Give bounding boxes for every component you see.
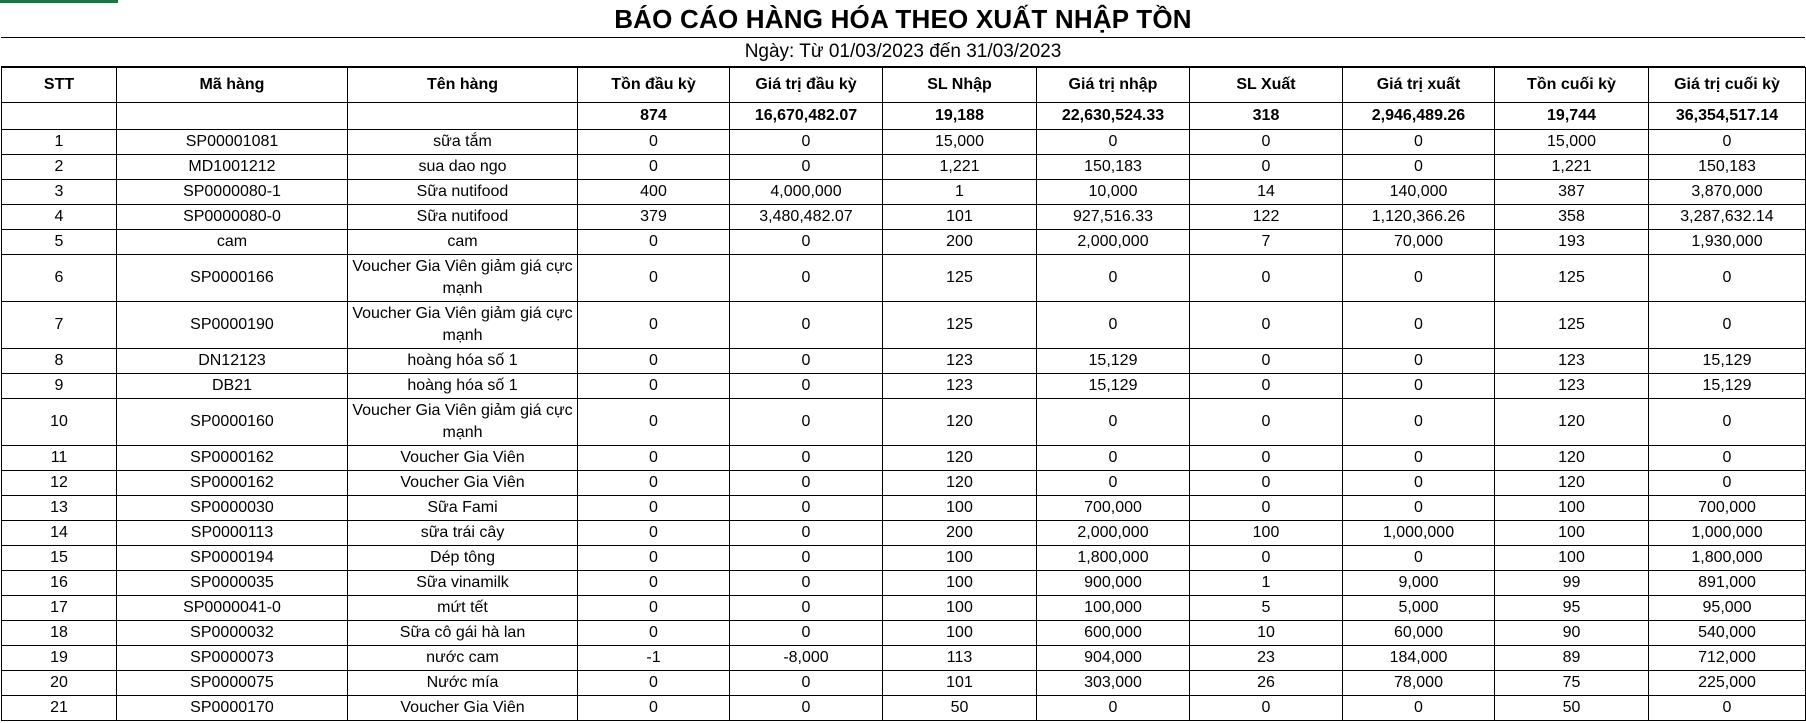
table-cell[interactable]: 1,000,000 [1649,521,1806,546]
table-cell[interactable]: 122 [1190,205,1343,230]
table-cell[interactable]: 123 [1495,349,1649,374]
table-cell[interactable]: 700,000 [1649,496,1806,521]
table-cell[interactable]: 0 [578,571,730,596]
table-cell[interactable]: 0 [730,471,883,496]
table-cell[interactable]: 379 [578,205,730,230]
table-cell[interactable]: 0 [1343,374,1495,399]
table-cell[interactable]: 78,000 [1343,671,1495,696]
table-cell[interactable]: 900,000 [1037,571,1190,596]
table-cell[interactable]: 15,000 [1495,130,1649,155]
table-cell[interactable]: 0 [578,399,730,446]
header-cell-ma-hang[interactable]: Mã hàng [117,68,348,103]
table-cell[interactable]: SP0000160 [117,399,348,446]
table-cell[interactable]: 123 [883,349,1037,374]
totals-cell[interactable]: 874 [578,103,730,130]
table-cell[interactable]: 0 [1190,399,1343,446]
table-cell[interactable]: SP0000190 [117,302,348,349]
table-cell[interactable]: 927,516.33 [1037,205,1190,230]
table-cell[interactable]: 0 [578,230,730,255]
table-cell[interactable]: 120 [1495,471,1649,496]
table-cell[interactable]: -8,000 [730,646,883,671]
table-cell[interactable]: Sữa Fami [348,496,578,521]
table-cell[interactable]: 0 [1037,446,1190,471]
totals-cell[interactable]: 19,744 [1495,103,1649,130]
table-cell[interactable]: 0 [1190,374,1343,399]
table-cell[interactable]: 0 [1649,130,1806,155]
table-cell[interactable]: 3 [2,180,117,205]
table-cell[interactable]: 95,000 [1649,596,1806,621]
table-cell[interactable]: 1,221 [1495,155,1649,180]
table-cell[interactable]: 120 [883,471,1037,496]
table-cell[interactable]: 0 [578,696,730,721]
table-cell[interactable]: 7 [1190,230,1343,255]
table-row [2,471,1806,496]
table-cell[interactable]: 0 [1343,471,1495,496]
header-cell-gia-tri-cuoi-ky[interactable]: Giá trị cuối kỳ [1649,68,1806,103]
table-row [2,130,1806,155]
table-cell[interactable]: SP0000041-0 [117,596,348,621]
table-cell[interactable]: 123 [883,374,1037,399]
table-cell[interactable]: 13 [2,496,117,521]
table-cell[interactable]: mứt tết [348,596,578,621]
table-cell[interactable]: Voucher Gia Viên [348,446,578,471]
table-cell[interactable]: 20 [2,671,117,696]
table-cell[interactable]: 1,800,000 [1037,546,1190,571]
table-cell[interactable]: Nước mía [348,671,578,696]
table-cell[interactable]: nước cam [348,646,578,671]
table-cell[interactable]: 0 [578,255,730,302]
table-cell[interactable]: Sữa nutifood [348,180,578,205]
table-cell[interactable]: 11 [2,446,117,471]
table-cell[interactable]: Sữa cô gái hà lan [348,621,578,646]
table-cell[interactable]: 0 [1343,546,1495,571]
totals-row [2,103,1806,130]
table-cell[interactable]: 15,129 [1649,374,1806,399]
table-cell[interactable]: 75 [1495,671,1649,696]
table-cell[interactable]: 0 [1343,349,1495,374]
table-row [2,596,1806,621]
table-cell[interactable]: 0 [1649,446,1806,471]
table-cell[interactable]: hoàng hóa số 1 [348,374,578,399]
table-cell[interactable]: 14 [1190,180,1343,205]
table-cell[interactable]: 0 [730,671,883,696]
table-row [2,671,1806,696]
table-cell[interactable]: 99 [1495,571,1649,596]
table-cell[interactable]: 0 [730,255,883,302]
table-cell[interactable]: 904,000 [1037,646,1190,671]
table-cell[interactable]: SP0000162 [117,446,348,471]
table-cell[interactable]: 0 [1649,696,1806,721]
header-cell-gia-tri-nhap[interactable]: Giá trị nhập [1037,68,1190,103]
table-cell[interactable]: 123 [1495,374,1649,399]
report-title: BÁO CÁO HÀNG HÓA THEO XUẤT NHẬP TỒN [1,1,1805,38]
table-cell[interactable]: 15 [2,546,117,571]
table-cell[interactable]: 9 [2,374,117,399]
table-cell[interactable]: 0 [730,596,883,621]
table-cell[interactable]: SP00001081 [117,130,348,155]
table-cell[interactable]: SP0000170 [117,696,348,721]
table-cell[interactable]: 100,000 [1037,596,1190,621]
table-cell[interactable]: 4 [2,205,117,230]
table-row [2,255,1806,302]
table-cell[interactable]: 100 [883,571,1037,596]
table-cell[interactable]: SP0000080-1 [117,180,348,205]
table-row [2,646,1806,671]
table-cell[interactable]: 0 [1190,255,1343,302]
table-cell[interactable]: 0 [1649,399,1806,446]
header-cell-gia-tri-xuat[interactable]: Giá trị xuất [1343,68,1495,103]
table-row [2,696,1806,721]
table-cell[interactable]: 120 [1495,399,1649,446]
table-cell[interactable]: 50 [1495,696,1649,721]
table-cell[interactable]: cam [117,230,348,255]
table-cell[interactable]: 0 [1190,546,1343,571]
totals-cell[interactable] [2,103,117,130]
table-cell[interactable]: 0 [730,349,883,374]
table-cell[interactable]: 10,000 [1037,180,1190,205]
table-cell[interactable]: 0 [1343,496,1495,521]
table-cell[interactable]: sữa trái cây [348,521,578,546]
table-cell[interactable]: DN12123 [117,349,348,374]
table-cell[interactable]: 891,000 [1649,571,1806,596]
table-cell[interactable]: SP0000080-0 [117,205,348,230]
report-date-range: Ngày: Từ 01/03/2023 đến 31/03/2023 [1,38,1805,67]
totals-cell[interactable]: 16,670,482.07 [730,103,883,130]
table-cell[interactable]: 0 [578,155,730,180]
table-cell[interactable]: 4,000,000 [730,180,883,205]
table-cell[interactable]: 700,000 [1037,496,1190,521]
table-cell[interactable]: 101 [883,205,1037,230]
table-cell[interactable]: 17 [2,596,117,621]
table-cell[interactable]: SP0000073 [117,646,348,671]
table-cell[interactable]: Dép tông [348,546,578,571]
table-cell[interactable]: MD1001212 [117,155,348,180]
table-cell[interactable]: 19 [2,646,117,671]
table-cell[interactable]: 95 [1495,596,1649,621]
header-cell-sl-nhap[interactable]: SL Nhập [883,68,1037,103]
table-cell[interactable]: hoàng hóa số 1 [348,349,578,374]
table-cell[interactable]: 0 [730,155,883,180]
table-cell[interactable]: 50 [883,696,1037,721]
table-cell[interactable]: Voucher Gia Viên [348,696,578,721]
table-cell[interactable]: 150,183 [1037,155,1190,180]
table-cell[interactable]: 90 [1495,621,1649,646]
table-cell[interactable]: 120 [883,399,1037,446]
table-cell[interactable]: 6 [2,255,117,302]
table-cell[interactable]: 0 [730,399,883,446]
table-cell[interactable]: SP0000075 [117,671,348,696]
table-cell[interactable]: 100 [883,496,1037,521]
table-cell[interactable]: 12 [2,471,117,496]
table-cell[interactable]: 0 [1343,302,1495,349]
table-cell[interactable]: Voucher Gia Viên giảm giá cực mạnh [348,302,578,349]
table-cell[interactable]: 8 [2,349,117,374]
table-cell[interactable]: 0 [730,374,883,399]
table-cell[interactable]: 100 [1495,546,1649,571]
table-cell[interactable]: 0 [1037,302,1190,349]
table-cell[interactable]: 0 [1190,155,1343,180]
table-cell[interactable]: 0 [1037,471,1190,496]
table-cell[interactable]: 120 [883,446,1037,471]
header-row [2,68,1806,103]
table-cell[interactable]: 303,000 [1037,671,1190,696]
table-cell[interactable]: 193 [1495,230,1649,255]
totals-cell[interactable]: 2,946,489.26 [1343,103,1495,130]
table-cell[interactable]: Voucher Gia Viên giảm giá cực mạnh [348,255,578,302]
table-cell[interactable]: 0 [730,130,883,155]
table-cell[interactable]: 0 [1037,130,1190,155]
header-cell-sl-xuat[interactable]: SL Xuất [1190,68,1343,103]
table-cell[interactable]: 16 [2,571,117,596]
table-cell[interactable]: 3,870,000 [1649,180,1806,205]
header-cell-ten-hang[interactable]: Tên hàng [348,68,578,103]
table-cell[interactable]: 15,000 [883,130,1037,155]
table-cell[interactable]: 1,000,000 [1343,521,1495,546]
table-cell[interactable]: 0 [578,621,730,646]
table-cell[interactable]: 200 [883,521,1037,546]
table-cell[interactable]: SP0000162 [117,471,348,496]
table-row [2,155,1806,180]
totals-cell[interactable]: 36,354,517.14 [1649,103,1806,130]
table-cell[interactable]: 184,000 [1343,646,1495,671]
table-cell[interactable]: 0 [1343,446,1495,471]
table-cell[interactable]: 100 [1495,521,1649,546]
table-cell[interactable]: 200 [883,230,1037,255]
table-cell[interactable]: 0 [730,571,883,596]
header-cell-gia-tri-dau-ky[interactable]: Giá trị đầu kỳ [730,68,883,103]
table-cell[interactable]: 1 [2,130,117,155]
table-cell[interactable]: 0 [578,521,730,546]
table-cell[interactable]: 0 [1037,255,1190,302]
table-row [2,374,1806,399]
table-cell[interactable]: 18 [2,621,117,646]
table-cell[interactable]: 1,930,000 [1649,230,1806,255]
table-cell[interactable]: 15,129 [1649,349,1806,374]
table-cell[interactable]: 0 [578,130,730,155]
table-cell[interactable]: SP0000194 [117,546,348,571]
table-cell[interactable]: 1,120,366.26 [1343,205,1495,230]
table-cell[interactable]: 101 [883,671,1037,696]
table-cell[interactable]: 89 [1495,646,1649,671]
table-cell[interactable]: 0 [578,374,730,399]
totals-cell[interactable] [348,103,578,130]
totals-cell[interactable]: 19,188 [883,103,1037,130]
table-cell[interactable]: 0 [730,546,883,571]
table-cell[interactable]: 100 [1495,496,1649,521]
table-cell[interactable]: 5 [1190,596,1343,621]
table-cell[interactable]: 0 [1343,130,1495,155]
table-cell[interactable]: 0 [1190,496,1343,521]
table-cell[interactable]: 387 [1495,180,1649,205]
table-cell[interactable]: 100 [883,596,1037,621]
table-cell[interactable]: 1,800,000 [1649,546,1806,571]
table-cell[interactable]: 125 [1495,302,1649,349]
table-cell[interactable]: 100 [883,546,1037,571]
table-cell[interactable]: 5 [2,230,117,255]
table-cell[interactable]: 21 [2,696,117,721]
table-row [2,349,1806,374]
table-cell[interactable]: 3,480,482.07 [730,205,883,230]
table-cell[interactable]: 14 [2,521,117,546]
totals-cell[interactable] [117,103,348,130]
table-cell[interactable]: 3,287,632.14 [1649,205,1806,230]
table-cell[interactable]: SP0000166 [117,255,348,302]
table-cell[interactable]: 0 [578,496,730,521]
table-cell[interactable]: 10 [2,399,117,446]
table-row [2,230,1806,255]
table-cell[interactable]: 0 [1037,696,1190,721]
table-cell[interactable]: sữa tắm [348,130,578,155]
table-row [2,621,1806,646]
table-cell[interactable]: 0 [730,621,883,646]
table-cell[interactable]: 400 [578,180,730,205]
table-cell[interactable]: 0 [1190,349,1343,374]
table-cell[interactable]: 26 [1190,671,1343,696]
table-cell[interactable]: -1 [578,646,730,671]
table-cell[interactable]: 15,129 [1037,374,1190,399]
header-cell-stt[interactable]: STT [2,68,117,103]
table-cell[interactable]: 0 [730,521,883,546]
table-cell[interactable]: 140,000 [1343,180,1495,205]
table-cell[interactable]: 0 [730,446,883,471]
table-cell[interactable]: 0 [578,446,730,471]
table-cell[interactable]: 0 [578,349,730,374]
table-cell[interactable]: 60,000 [1343,621,1495,646]
table-cell[interactable]: 15,129 [1037,349,1190,374]
table-cell[interactable]: 712,000 [1649,646,1806,671]
table-cell[interactable]: 0 [578,671,730,696]
table-cell[interactable]: SP0000035 [117,571,348,596]
table-cell[interactable]: 0 [1190,696,1343,721]
table-cell[interactable]: Voucher Gia Viên [348,471,578,496]
table-cell[interactable]: SP0000113 [117,521,348,546]
table-cell[interactable]: 7 [2,302,117,349]
table-cell[interactable]: 9,000 [1343,571,1495,596]
inventory-table [1,67,1806,721]
table-cell[interactable]: 0 [1649,471,1806,496]
table-cell[interactable]: 2,000,000 [1037,230,1190,255]
table-cell[interactable]: 100 [883,621,1037,646]
table-cell[interactable]: 358 [1495,205,1649,230]
table-cell[interactable]: 0 [1343,155,1495,180]
table-cell[interactable]: 1 [883,180,1037,205]
table-cell[interactable]: 10 [1190,621,1343,646]
table-cell[interactable]: 0 [730,230,883,255]
table-cell[interactable]: SP0000030 [117,496,348,521]
table-cell[interactable]: 5,000 [1343,596,1495,621]
table-row [2,521,1806,546]
table-cell[interactable]: 125 [883,302,1037,349]
table-cell[interactable]: DB21 [117,374,348,399]
table-cell[interactable]: 225,000 [1649,671,1806,696]
table-cell[interactable]: 100 [1190,521,1343,546]
table-cell[interactable]: 0 [730,496,883,521]
table-cell[interactable]: 125 [883,255,1037,302]
table-cell[interactable]: sua dao ngo [348,155,578,180]
table-cell[interactable]: 0 [578,302,730,349]
totals-cell[interactable]: 318 [1190,103,1343,130]
table-cell[interactable]: 1 [1190,571,1343,596]
table-row [2,180,1806,205]
table-cell[interactable]: Sữa vinamilk [348,571,578,596]
table-cell[interactable]: 0 [578,546,730,571]
header-cell-ton-dau-ky[interactable]: Tồn đầu kỳ [578,68,730,103]
table-row [2,399,1806,446]
table-row [2,546,1806,571]
table-cell[interactable]: 0 [1037,399,1190,446]
table-cell[interactable]: 0 [1343,255,1495,302]
totals-cell[interactable]: 22,630,524.33 [1037,103,1190,130]
table-cell[interactable]: 125 [1495,255,1649,302]
table-cell[interactable]: 540,000 [1649,621,1806,646]
table-cell[interactable]: 0 [578,596,730,621]
table-cell[interactable]: 1,221 [883,155,1037,180]
table-cell[interactable]: 0 [1649,302,1806,349]
table-cell[interactable]: 70,000 [1343,230,1495,255]
table-cell[interactable]: 2,000,000 [1037,521,1190,546]
table-row [2,446,1806,471]
table-cell[interactable]: 0 [1343,696,1495,721]
table-cell[interactable]: 0 [730,696,883,721]
table-cell[interactable]: 0 [1343,399,1495,446]
table-cell[interactable]: SP0000032 [117,621,348,646]
table-cell[interactable]: 0 [1190,302,1343,349]
table-cell[interactable]: 0 [1190,471,1343,496]
table-cell[interactable]: 2 [2,155,117,180]
table-cell[interactable]: 0 [1190,130,1343,155]
table-cell[interactable]: 150,183 [1649,155,1806,180]
table-cell[interactable]: 0 [1649,255,1806,302]
table-cell[interactable]: 120 [1495,446,1649,471]
table-cell[interactable]: Voucher Gia Viên giảm giá cực mạnh [348,399,578,446]
table-cell[interactable]: Sữa nutifood [348,205,578,230]
table-cell[interactable]: 0 [730,302,883,349]
table-row [2,571,1806,596]
table-cell[interactable]: 0 [1190,446,1343,471]
table-cell[interactable]: 0 [578,471,730,496]
table-row [2,496,1806,521]
table-cell[interactable]: 113 [883,646,1037,671]
table-cell[interactable]: cam [348,230,578,255]
header-cell-ton-cuoi-ky[interactable]: Tồn cuối kỳ [1495,68,1649,103]
table-cell[interactable]: 23 [1190,646,1343,671]
table-cell[interactable]: 600,000 [1037,621,1190,646]
table-row [2,205,1806,230]
table-row [2,302,1806,349]
